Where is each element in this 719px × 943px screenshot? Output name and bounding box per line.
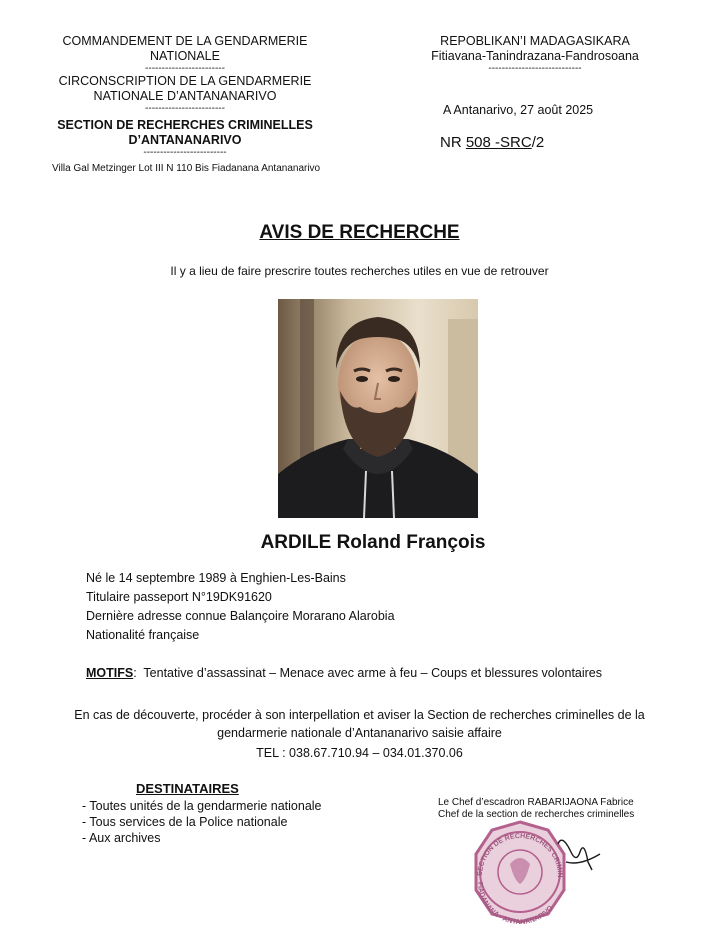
instructions — [60, 706, 659, 762]
reference-number — [440, 134, 544, 151]
republic-name: REPOBLIKAN’I MADAGASIKARA — [440, 34, 630, 48]
republic-motto: Fitiavana-Tanindrazana-Fandrosoana — [431, 49, 639, 63]
recipient-item: - Aux archives — [82, 831, 161, 845]
authority-line-2: NATIONALE — [150, 49, 220, 63]
instructions-line-2: gendarmerie nationale d’Antananarivo saisie affaire — [217, 726, 502, 740]
recipients-list — [82, 798, 322, 846]
charges-label: MOTIFS — [86, 666, 134, 680]
recipient-item: - Tous services de la Police nationale — [82, 815, 288, 829]
issuing-authority-block — [40, 34, 330, 176]
last-address: Dernière adresse connue Balançoire Morarano Alarobia — [86, 609, 395, 623]
instructions-line-1: En cas de découverte, procéder à son interpellation et aviser la Section de recherches criminelles de la — [74, 708, 645, 722]
official-seal — [430, 804, 610, 929]
signatory-title: Chef de la section de recherches criminelles — [438, 809, 635, 820]
section-address: Villa Gal Metzinger Lot III N 110 Bis Fiadanana Antananarivo — [52, 163, 321, 174]
seal-bottom-text: FIADANANA - ANTANANARIVO — [475, 881, 555, 927]
charges — [86, 666, 602, 680]
nationality: Nationalité française — [86, 628, 200, 642]
contact-phone: TEL : 038.67.710.94 – 034.01.370.06 — [256, 746, 463, 760]
signatory-name: Le Chef d’escadron RABARIJAONA Fabrice — [438, 797, 634, 808]
section-line-1: SECTION DE RECHERCHES CRIMINELLES — [57, 118, 313, 132]
reference-value: 508 -SRC — [465, 134, 532, 151]
notice-title — [0, 222, 719, 244]
notice-intro: Il y a lieu de faire prescrire toutes recherches utiles en vue de retrouver — [170, 264, 549, 278]
authority-line-4: NATIONALE D’ANTANANARIVO — [93, 89, 277, 103]
separator-2: ------------------------ — [145, 103, 225, 114]
reference-suffix: /2 — [531, 134, 545, 151]
separator-3: ------------------------- — [143, 147, 227, 158]
republic-separator: ---------------------------- — [488, 63, 582, 74]
wanted-person-name: ARDILE Roland François — [260, 532, 486, 553]
section-line-2: D’ANTANANARIVO — [128, 133, 242, 147]
separator-1: ------------------------ — [145, 63, 225, 74]
portrait-photo — [278, 299, 478, 518]
recipient-item: - Toutes unités de la gendarmerie nationale — [82, 799, 322, 813]
authority-line-1: COMMANDEMENT DE LA GENDARMERIE — [62, 34, 308, 48]
passport-info: Titulaire passeport N°19DK91620 — [86, 590, 272, 604]
republic-block — [430, 34, 640, 74]
charges-colon: : — [133, 666, 137, 680]
birth-info: Né le 14 septembre 1989 à Enghien-Les-Bains — [86, 571, 346, 585]
seal-top-text: SECTION DE RECHERCHES CRIMIN — [476, 832, 564, 878]
notice-title-text: AVIS DE RECHERCHE — [259, 222, 460, 243]
reference-prefix: NR — [440, 134, 466, 151]
document-date: A Antanarivo, 27 août 2025 — [443, 103, 594, 117]
charges-text: Tentative d’assassinat – Menace avec arme à feu – Coups et blessures volontaires — [136, 666, 603, 680]
authority-line-3: CIRCONSCRIPTION DE LA GENDARMERIE — [58, 74, 312, 88]
recipients-title: DESTINATAIRES — [136, 781, 239, 796]
person-details — [86, 569, 395, 645]
signatory-block — [438, 797, 634, 821]
